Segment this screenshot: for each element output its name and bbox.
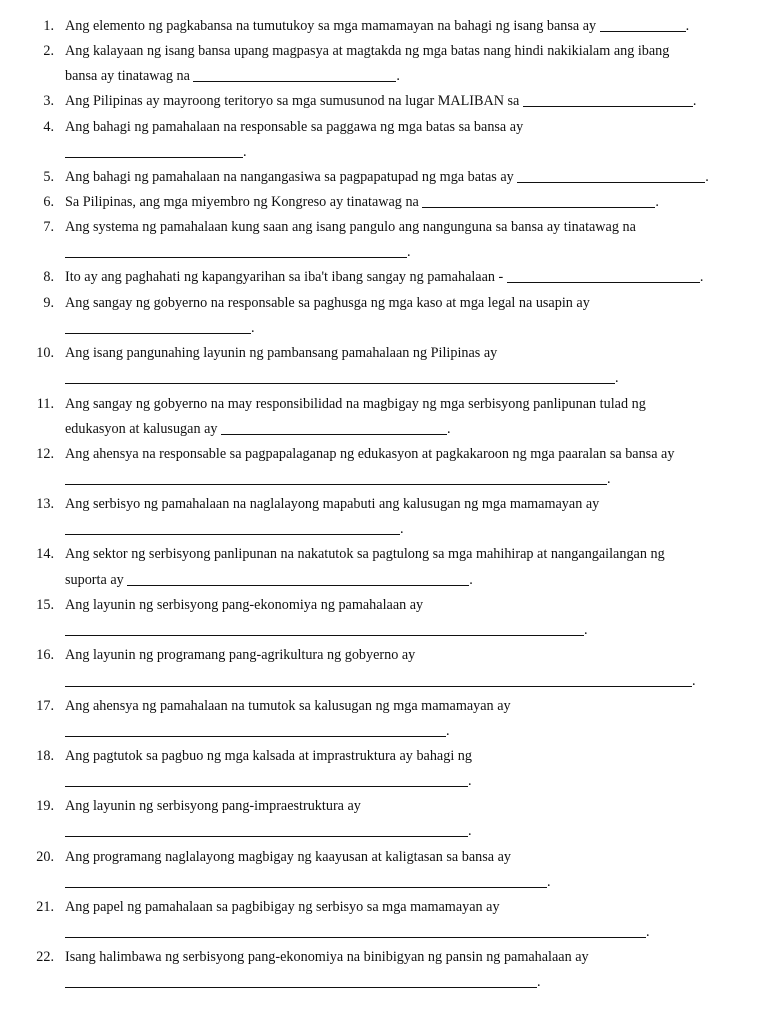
period-mark: . — [692, 93, 697, 109]
question-text-line — [65, 369, 619, 387]
question-text: Ang layunin ng serbisyong pang-ekonomiya ng pamahalaan ay — [65, 597, 424, 613]
question-text: Ang layunin ng serbisyong pang-impraestruktura ay — [65, 798, 361, 814]
answer-blank[interactable] — [65, 974, 537, 988]
question-text-line — [65, 873, 551, 891]
question-number: 7. — [43, 219, 54, 235]
period-mark: . — [469, 572, 473, 588]
question-text-line — [65, 268, 703, 286]
question-number: 1. — [43, 18, 54, 34]
question-number: 22. — [36, 949, 54, 965]
question-text: Ang serbisyo ng pamahalaan na naglalayong mapabuti ang kalusugan ng mga mamamayan ay — [65, 496, 600, 512]
question-text: suporta ay — [65, 572, 128, 588]
period-mark: . — [699, 269, 704, 285]
question-number: 9. — [43, 295, 54, 311]
question-text: Ang bahagi ng pamahalaan na nangangasiwa sa pagpapatupad ng mga batas ay — [65, 169, 518, 185]
question-number: 17. — [36, 698, 54, 714]
question-text-line — [65, 17, 689, 35]
answer-blank[interactable] — [523, 93, 693, 107]
question-text-line — [65, 243, 411, 261]
question-number: 15. — [36, 597, 54, 613]
question-text: Ang systema ng pamahalaan kung saan ang isang pangulo ang nangunguna sa bansa ay tinatawag na — [65, 219, 636, 235]
question-text: Ang programang naglalayong magbigay ng kaayusan at kaligtasan sa bansa ay — [65, 849, 511, 865]
period-mark: . — [468, 823, 472, 839]
period-mark: . — [547, 874, 551, 890]
answer-blank[interactable] — [65, 320, 251, 334]
question-text: Ang bahagi ng pamahalaan na responsable sa paggawa ng mga batas sa bansa ay — [65, 119, 524, 135]
question-text-line — [65, 697, 511, 715]
answer-blank[interactable] — [65, 723, 446, 737]
question-text: Ang sangay ng gobyerno na responsable sa paghusga ng mga kaso at mga legal na usapin ay — [65, 295, 590, 311]
period-mark: . — [537, 974, 541, 990]
question-text-line — [65, 470, 611, 488]
question-text: Ang ahensya ng pamahalaan na tumutok sa kalusugan ng mga mamamayan ay — [65, 698, 511, 714]
answer-blank[interactable] — [65, 773, 468, 787]
question-text-line — [65, 621, 588, 639]
period-mark: . — [685, 18, 690, 34]
question-text-line — [65, 923, 650, 941]
question-number: 13. — [36, 496, 54, 512]
answer-blank[interactable] — [65, 622, 584, 636]
question-text-line — [65, 42, 669, 60]
period-mark: . — [251, 320, 255, 336]
answer-blank[interactable] — [65, 144, 243, 158]
question-text-line — [65, 118, 523, 136]
answer-blank[interactable] — [65, 673, 692, 687]
question-text-line — [65, 445, 674, 463]
question-text-line — [65, 948, 589, 966]
question-text-line — [65, 646, 415, 664]
answer-blank[interactable] — [221, 421, 447, 435]
period-mark: . — [655, 194, 659, 210]
period-mark: . — [243, 144, 247, 160]
question-text-line — [65, 596, 423, 614]
question-text: Isang halimbawa ng serbisyong pang-ekonomiya na binibigyan ng pansin ng pamahalaan ay — [65, 949, 589, 965]
question-text-line — [65, 344, 497, 362]
question-text-line — [65, 747, 472, 765]
question-text: Ang pagtutok sa pagbuo ng mga kalsada at imprastruktura ay bahagi ng — [65, 748, 472, 764]
question-text-line — [65, 319, 255, 337]
period-mark: . — [615, 370, 619, 386]
question-text-line — [65, 395, 646, 413]
period-mark: . — [584, 622, 588, 638]
answer-blank[interactable] — [507, 269, 700, 283]
question-text: Sa Pilipinas, ang mga miyembro ng Kongreso ay tinatawag na — [65, 194, 423, 210]
question-text-line — [65, 193, 659, 211]
question-number: 5. — [43, 169, 54, 185]
question-number: 11. — [36, 396, 54, 412]
question-number: 8. — [43, 269, 54, 285]
question-text-line — [65, 722, 450, 740]
question-number: 2. — [43, 43, 54, 59]
answer-blank[interactable] — [65, 370, 615, 384]
question-number: 21. — [36, 899, 54, 915]
period-mark: . — [396, 68, 400, 84]
question-text-line — [65, 797, 361, 815]
question-number: 12. — [36, 446, 54, 462]
question-text-line — [65, 420, 451, 438]
period-mark: . — [407, 244, 411, 260]
answer-blank[interactable] — [127, 572, 469, 586]
question-text: bansa ay tinatawag na — [65, 68, 194, 84]
question-text: Ang kalayaan ng isang bansa upang magpasya at magtakda ng mga batas nang hindi nakikialam ang ibang — [65, 43, 670, 59]
question-number: 14. — [36, 546, 54, 562]
question-text-line — [65, 772, 472, 790]
answer-blank[interactable] — [193, 68, 396, 82]
answer-blank[interactable] — [65, 471, 607, 485]
question-number: 18. — [36, 748, 54, 764]
question-number: 3. — [43, 93, 54, 109]
answer-blank[interactable] — [65, 244, 407, 258]
answer-blank[interactable] — [65, 874, 547, 888]
question-text: edukasyon at kalusugan ay — [65, 421, 222, 437]
question-text-line — [65, 218, 636, 236]
period-mark: . — [607, 471, 611, 487]
question-text-line — [65, 294, 590, 312]
answer-blank[interactable] — [65, 924, 646, 938]
question-number: 4. — [43, 119, 54, 135]
period-mark: . — [646, 924, 650, 940]
period-mark: . — [468, 773, 472, 789]
period-mark: . — [400, 521, 404, 537]
question-text-line — [65, 67, 400, 85]
period-mark: . — [705, 169, 709, 185]
question-text-line — [65, 848, 511, 866]
answer-blank[interactable] — [517, 169, 705, 183]
question-text: Ang layunin ng programang pang-agrikultura ng gobyerno ay — [65, 647, 416, 663]
period-mark: . — [446, 723, 450, 739]
question-number: 19. — [36, 798, 54, 814]
question-text-line — [65, 973, 541, 991]
question-text-line — [65, 143, 247, 161]
question-text-line — [65, 898, 500, 916]
question-text-line — [65, 571, 473, 589]
question-number: 16. — [36, 647, 54, 663]
answer-blank[interactable] — [65, 521, 400, 535]
answer-blank[interactable] — [65, 823, 468, 837]
period-mark: . — [692, 673, 696, 689]
question-text: Ang Pilipinas ay mayroong teritoryo sa mga sumusunod na lugar MALIBAN sa — [65, 93, 523, 109]
question-text: Ang sangay ng gobyerno na may responsibilidad na magbigay ng mga serbisyong panlipunan tulad ng — [65, 396, 646, 412]
question-text: Ang papel ng pamahalaan sa pagbibigay ng serbisyo sa mga mamamayan ay — [65, 899, 500, 915]
question-text-line — [65, 168, 709, 186]
question-text-line — [65, 822, 472, 840]
question-text: Ang isang pangunahing layunin ng pambansang pamahalaan ng Pilipinas ay — [65, 345, 498, 361]
question-number: 10. — [36, 345, 54, 361]
question-text: Ang ahensya na responsable sa pagpapalaganap ng edukasyon at pagkakaroon ng mga paaralan sa bansa ay — [65, 446, 675, 462]
question-text: Ang sektor ng serbisyong panlipunan na nakatutok sa pagtulong sa mga mahihirap at nangangailangan ng — [65, 546, 665, 562]
question-text-line — [65, 520, 404, 538]
question-text-line — [65, 672, 696, 690]
question-text-line — [65, 92, 696, 110]
answer-blank[interactable] — [600, 18, 686, 32]
question-text: Ito ay ang paghahati ng kapangyarihan sa iba't ibang sangay ng pamahalaan - — [65, 269, 507, 285]
question-text-line — [65, 545, 665, 563]
question-number: 20. — [36, 849, 54, 865]
question-text: Ang elemento ng pagkabansa na tumutukoy sa mga mamamayan na bahagi ng isang bansa ay — [65, 18, 600, 34]
answer-blank[interactable] — [422, 194, 655, 208]
question-number: 6. — [43, 194, 54, 210]
period-mark: . — [447, 421, 451, 437]
question-text-line — [65, 495, 599, 513]
